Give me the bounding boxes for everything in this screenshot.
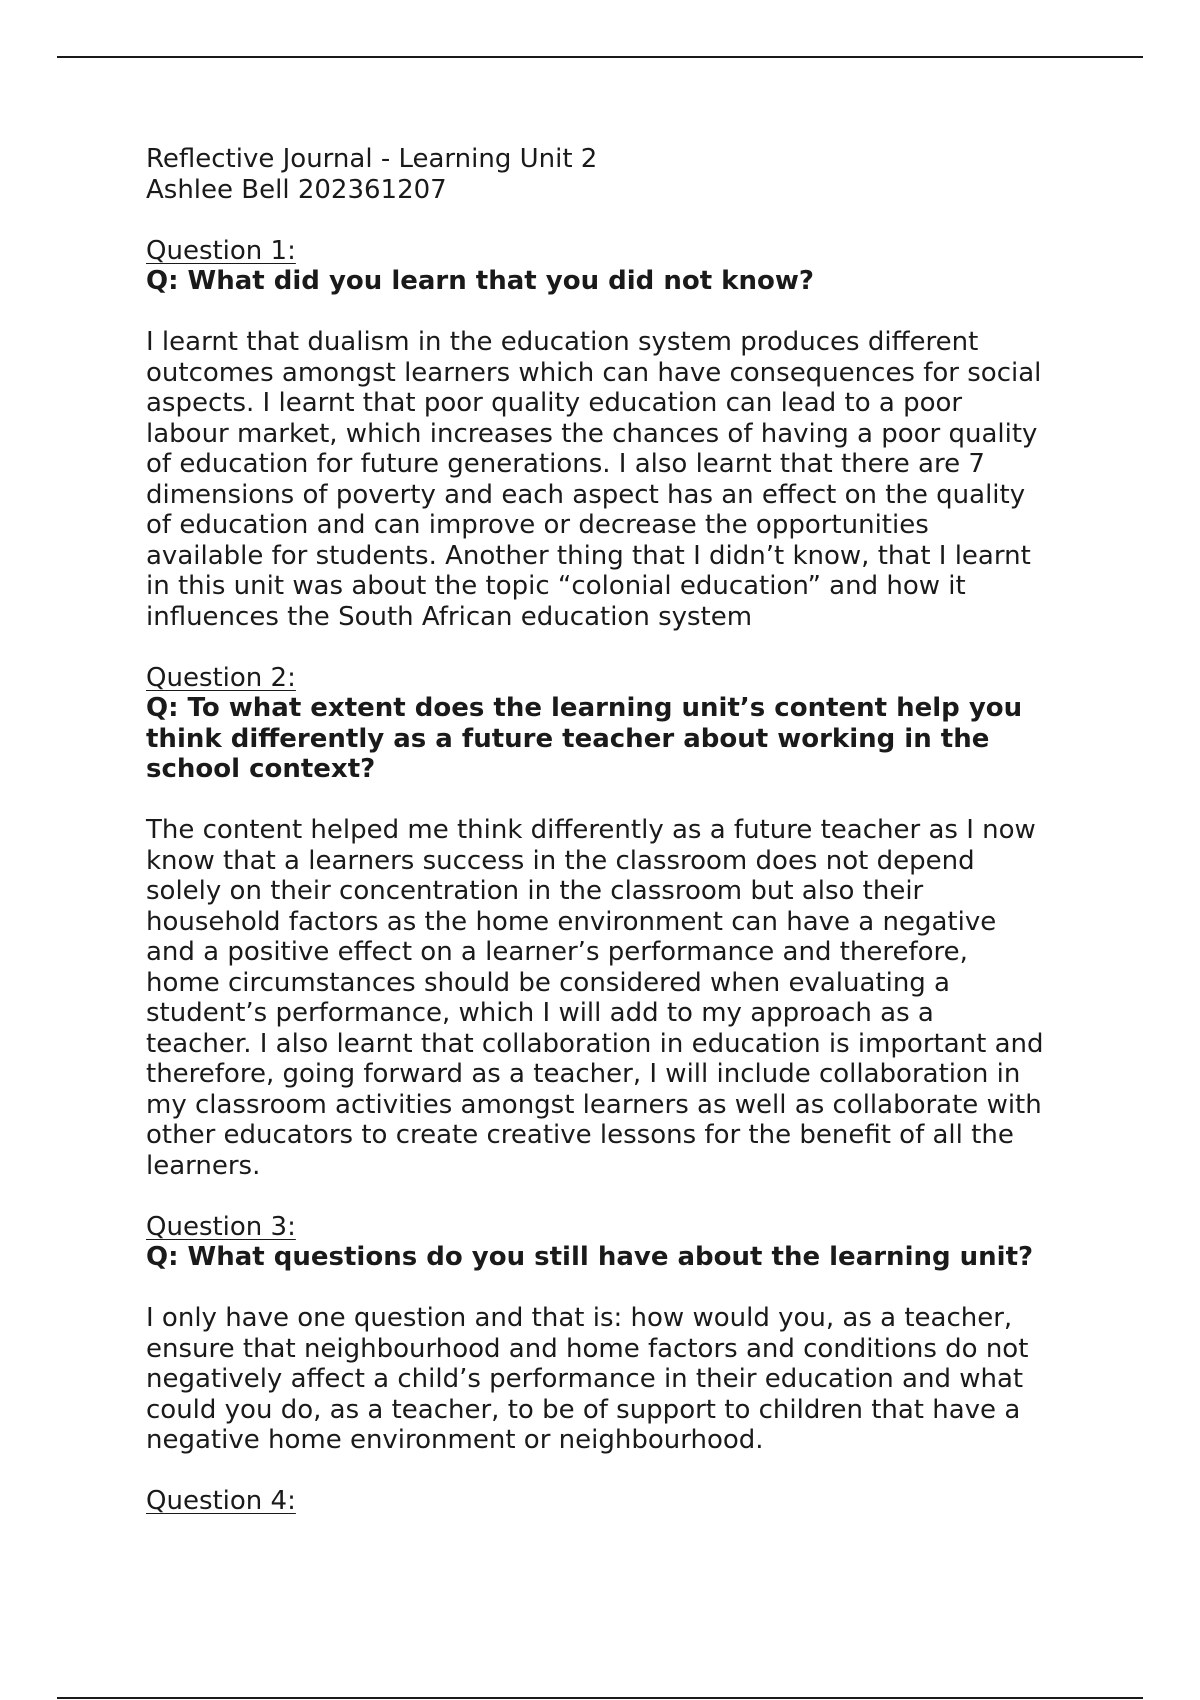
spacer: [146, 632, 1076, 663]
author-line: Ashlee Bell 202361207: [146, 174, 447, 205]
answer-text: in this unit was about the topic “colonial education” and how it: [146, 571, 966, 601]
question-text: Q: What did you learn that you did not know?: [146, 266, 814, 296]
answer-text: I learnt that dualism in the education system produces different: [146, 327, 979, 357]
question-text: Q: To what extent does the learning unit’s content help you: [146, 693, 1023, 723]
answer-text: and a positive effect on a learner’s performance and therefore,: [146, 937, 968, 967]
spacer: [146, 1181, 1076, 1212]
question-block: [146, 1212, 1076, 1487]
answer-text: The content helped me think differently as a future teacher as I now: [146, 815, 1036, 845]
answer-text: ensure that neighbourhood and home factors and conditions do not: [146, 1333, 1029, 1364]
answer-text: influences the South African education system: [146, 601, 753, 632]
top-rule: [57, 56, 1143, 58]
answer-text: therefore, going forward as a teacher, I will include collaboration in: [146, 1059, 1021, 1089]
question-label: Question 2:: [146, 662, 296, 693]
answer-text: outcomes amongst learners which can have consequences for social: [146, 357, 1042, 388]
answer-text: of education for future generations. I also learnt that there are 7: [146, 449, 985, 479]
spacer: [146, 205, 1076, 236]
answer-text: home circumstances should be considered when evaluating a: [146, 967, 950, 998]
document-title: Reflective Journal - Learning Unit 2: [146, 144, 598, 174]
answer-text: dimensions of poverty and each aspect has an effect on the quality: [146, 479, 1026, 510]
question-block: [146, 1486, 1076, 1517]
answer-text: household factors as the home environment can have a negative: [146, 906, 997, 937]
bottom-rule: [57, 1697, 1143, 1699]
answer-text: of education and can improve or decrease the opportunities: [146, 510, 929, 540]
answer-text: solely on their concentration in the classroom but also their: [146, 876, 924, 906]
question-text: think differently as a future teacher about working in the: [146, 723, 990, 754]
answer-text: my classroom activities amongst learners as well as collaborate with: [146, 1089, 1042, 1120]
answer-text: teacher. I also learnt that collaboration in education is important and: [146, 1028, 1044, 1059]
questions-section: [146, 236, 1076, 1517]
answer-text: other educators to create creative lessons for the benefit of all the: [146, 1120, 1014, 1150]
question-text: Q: What questions do you still have about the learning unit?: [146, 1242, 1034, 1272]
question-label: Question 4:: [146, 1486, 296, 1516]
answer-text: negatively affect a child’s performance in their education and what: [146, 1364, 1024, 1394]
answer-text: labour market, which increases the chances of having a poor quality: [146, 418, 1038, 449]
question-block: [146, 663, 1076, 1212]
spacer: [146, 1273, 1076, 1304]
answer-text: negative home environment or neighbourhood.: [146, 1425, 764, 1455]
spacer: [146, 785, 1076, 816]
answer-text: aspects. I learnt that poor quality education can lead to a poor: [146, 388, 963, 418]
spacer: [146, 297, 1076, 328]
answer-text: student’s performance, which I will add to my approach as a: [146, 998, 934, 1028]
document-body: [146, 144, 1076, 1517]
answer-text: learners.: [146, 1150, 261, 1181]
question-label: Question 3:: [146, 1211, 296, 1242]
answer-text: available for students. Another thing that I didn’t know, that I learnt: [146, 540, 1031, 571]
answer-text: could you do, as a teacher, to be of support to children that have a: [146, 1394, 1021, 1425]
question-block: [146, 236, 1076, 663]
answer-text: know that a learners success in the classroom does not depend: [146, 845, 975, 876]
answer-text: I only have one question and that is: how would you, as a teacher,: [146, 1303, 1013, 1333]
spacer: [146, 1456, 1076, 1487]
question-text: school context?: [146, 754, 376, 784]
question-label: Question 1:: [146, 235, 296, 266]
